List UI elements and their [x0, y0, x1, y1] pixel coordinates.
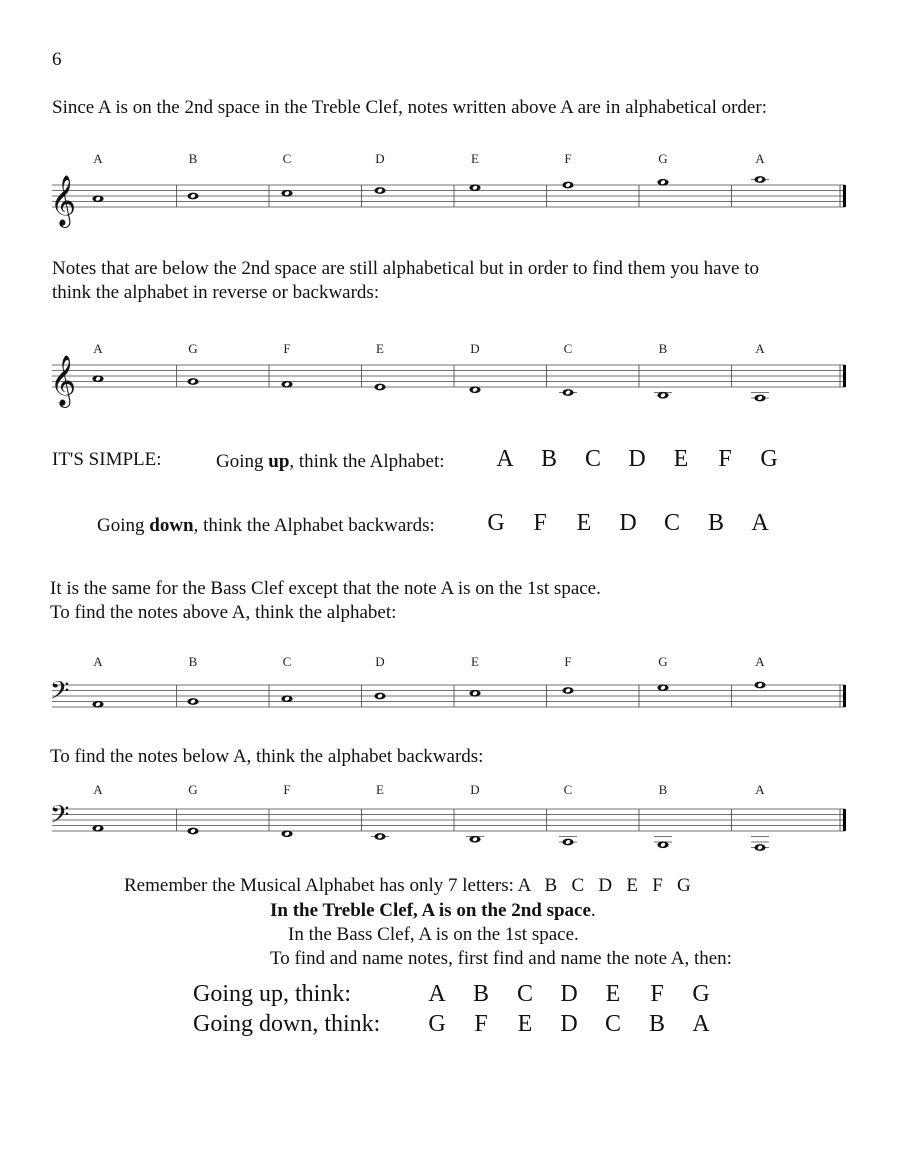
- section3-line1: It is the same for the Bass Clef except that the note A is on the 1st space.: [50, 578, 601, 599]
- note-label: G: [188, 341, 198, 356]
- bass-clef-icon: 𝄢: [50, 800, 70, 836]
- letter: B: [472, 981, 489, 1007]
- letter: B: [540, 446, 557, 472]
- whole-note: [374, 833, 385, 840]
- simple-down-letters: [474, 510, 782, 537]
- note-label: F: [564, 654, 572, 669]
- simple-up-letters: [483, 446, 791, 473]
- note-label: G: [658, 654, 668, 669]
- letter: E: [576, 510, 592, 536]
- whole-note: [657, 684, 668, 691]
- note-label: C: [563, 341, 573, 356]
- bass-staff-ascending: [0, 648, 900, 728]
- treble-staff-ascending: [0, 145, 900, 235]
- whole-note: [92, 825, 103, 832]
- whole-note: [281, 830, 292, 837]
- letter: F: [474, 1011, 488, 1037]
- note-label: C: [282, 654, 292, 669]
- whole-note: [374, 693, 385, 700]
- summary-find: To find and name notes, first find and name the note A, then:: [270, 948, 732, 969]
- letter: D: [619, 510, 637, 536]
- whole-note: [562, 839, 573, 846]
- whole-note: [657, 179, 668, 186]
- whole-note: [187, 828, 198, 835]
- whole-note: [469, 386, 480, 393]
- summary-bass: In the Bass Clef, A is on the 1st space.: [288, 924, 579, 945]
- bass-clef-icon: 𝄢: [50, 676, 70, 712]
- simple-down-text: Going down, think the Alphabet backwards:: [97, 515, 435, 536]
- section4-intro: To find the notes below A, think the alphabet backwards:: [50, 746, 484, 767]
- note-label: E: [471, 654, 479, 669]
- note-label: A: [93, 341, 103, 356]
- whole-note: [469, 184, 480, 191]
- whole-note: [187, 378, 198, 385]
- note-label: E: [376, 341, 384, 356]
- whole-note: [92, 701, 103, 708]
- letter: E: [605, 981, 621, 1007]
- note-label: D: [375, 654, 385, 669]
- note-label: A: [93, 782, 103, 797]
- note-label: F: [283, 341, 291, 356]
- note-label: B: [188, 151, 198, 166]
- note-label: B: [658, 782, 668, 797]
- treble-staff-descending: [0, 335, 900, 415]
- letter: B: [648, 1011, 665, 1037]
- whole-note: [469, 836, 480, 843]
- final-bar-thick: [843, 685, 846, 707]
- note-label: D: [470, 341, 480, 356]
- note-label: C: [563, 782, 573, 797]
- note-label: A: [93, 151, 103, 166]
- letter: A: [428, 981, 446, 1007]
- letter: F: [718, 446, 732, 472]
- simple-up-text: Going up, think the Alphabet:: [216, 451, 445, 472]
- letter: E: [517, 1011, 533, 1037]
- note-label: A: [755, 654, 765, 669]
- letter: C: [604, 1011, 621, 1037]
- summary-treble: In the Treble Clef, A is on the 2nd space.: [270, 900, 596, 921]
- summary-up-label: Going up, think:: [193, 981, 352, 1007]
- whole-note: [92, 195, 103, 202]
- whole-note: [374, 384, 385, 391]
- letter: G: [760, 446, 778, 472]
- whole-note: [187, 698, 198, 705]
- bass-staff-descending: [0, 778, 900, 868]
- note-label: A: [93, 654, 103, 669]
- final-bar-thick: [843, 185, 846, 207]
- whole-note: [281, 695, 292, 702]
- whole-note: [754, 844, 765, 851]
- whole-note: [657, 392, 668, 399]
- treble-clef-icon: 𝄞: [50, 175, 77, 226]
- note-label: E: [471, 151, 479, 166]
- section3-line2: To find the notes above A, think the alphabet:: [50, 602, 397, 623]
- whole-note: [562, 182, 573, 189]
- whole-note: [374, 187, 385, 194]
- whole-note: [92, 375, 103, 382]
- letter: A: [751, 510, 769, 536]
- letter: D: [560, 981, 578, 1007]
- note-label: G: [658, 151, 668, 166]
- letter: A: [496, 446, 514, 472]
- note-label: B: [658, 341, 668, 356]
- note-label: C: [282, 151, 292, 166]
- note-label: D: [375, 151, 385, 166]
- note-label: A: [755, 341, 765, 356]
- treble-clef-icon: 𝄞: [50, 355, 77, 406]
- whole-note: [187, 193, 198, 200]
- letter: E: [673, 446, 689, 472]
- whole-note: [754, 682, 765, 689]
- page-number: 6: [52, 49, 62, 70]
- note-label: A: [755, 782, 765, 797]
- letter: C: [516, 981, 533, 1007]
- section1-intro: Since A is on the 2nd space in the Treble Clef, notes written above A are in alphabetical order:: [52, 97, 767, 118]
- final-bar-thick: [843, 809, 846, 831]
- note-label: D: [470, 782, 480, 797]
- final-bar-thick: [843, 365, 846, 387]
- note-label: E: [376, 782, 384, 797]
- whole-note: [469, 690, 480, 697]
- letter: C: [663, 510, 680, 536]
- section2-intro-line2: think the alphabet in reverse or backwards:: [52, 282, 380, 303]
- letter: D: [560, 1011, 578, 1037]
- note-label: G: [188, 782, 198, 797]
- whole-note: [562, 687, 573, 694]
- whole-note: [562, 389, 573, 396]
- whole-note: [754, 395, 765, 402]
- letter: D: [628, 446, 646, 472]
- letter: G: [692, 981, 710, 1007]
- note-label: F: [283, 782, 291, 797]
- simple-heading: IT'S SIMPLE:: [52, 449, 162, 470]
- letter: B: [707, 510, 724, 536]
- letter: F: [650, 981, 664, 1007]
- whole-note: [657, 841, 668, 848]
- whole-note: [281, 381, 292, 388]
- summary-up-letters: [415, 981, 723, 1008]
- note-label: A: [755, 151, 765, 166]
- summary-remember: Remember the Musical Alphabet has only 7 letters: A B C D E F G: [124, 875, 691, 896]
- letter: F: [533, 510, 547, 536]
- whole-note: [754, 176, 765, 183]
- letter: A: [692, 1011, 710, 1037]
- note-label: F: [564, 151, 572, 166]
- summary-down-letters: [415, 1011, 723, 1038]
- letter: C: [584, 446, 601, 472]
- note-label: B: [188, 654, 198, 669]
- letter: G: [487, 510, 505, 536]
- letter: G: [428, 1011, 446, 1037]
- summary-down-label: Going down, think:: [193, 1011, 381, 1037]
- whole-note: [281, 190, 292, 197]
- section2-intro-line1: Notes that are below the 2nd space are still alphabetical but in order to find them you have to: [52, 258, 759, 279]
